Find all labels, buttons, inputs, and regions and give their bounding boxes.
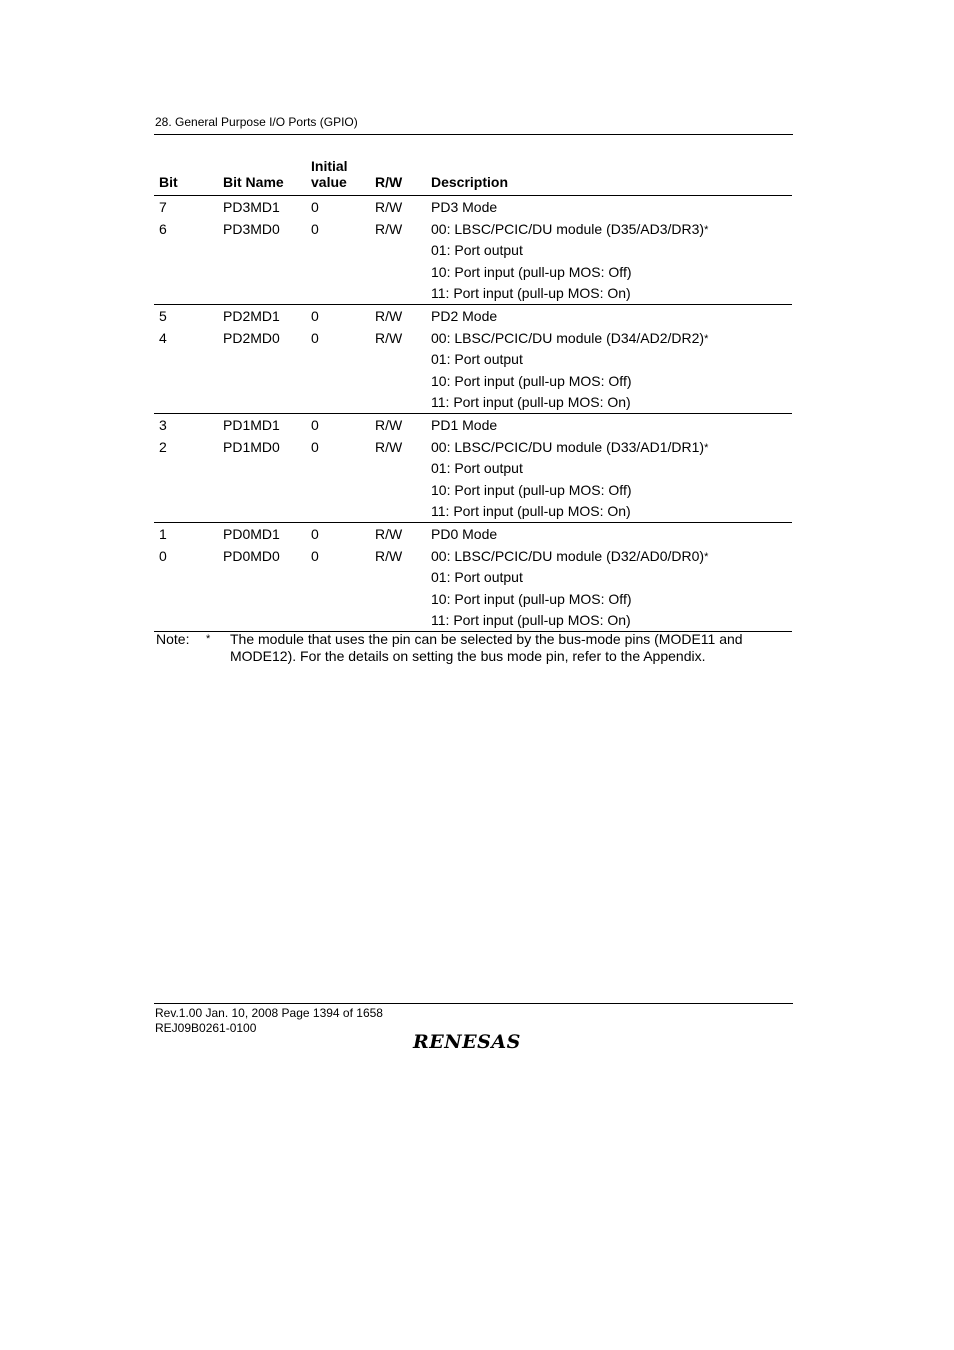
- bit-cell-text: 3: [159, 416, 167, 433]
- bit-name-cell-text: PD0MD1: [223, 525, 280, 542]
- table-row: [154, 545, 792, 567]
- description-cell: [431, 439, 708, 455]
- description-cell: [431, 460, 523, 476]
- bit-cell-text: 1: [159, 525, 167, 542]
- description-cell: [431, 526, 497, 542]
- initial-value-cell: [311, 330, 319, 346]
- initial-value-cell-text: 0: [311, 438, 319, 455]
- footnote-asterisk: *: [704, 332, 709, 345]
- initial-value-cell-text: 0: [311, 416, 319, 433]
- rw-cell: [375, 330, 402, 346]
- table-row: [154, 261, 792, 283]
- bit-cell: [159, 199, 167, 215]
- table-row: [154, 282, 792, 304]
- description-cell-text: 11: Port input (pull-up MOS: On): [431, 612, 631, 629]
- rw-cell: [375, 417, 402, 433]
- bit-cell-text: 4: [159, 329, 167, 346]
- description-cell: [431, 591, 632, 607]
- rw-cell: [375, 439, 402, 455]
- bit-cell: [159, 439, 167, 455]
- description-cell: [431, 417, 497, 433]
- bit-cell-text: 6: [159, 220, 167, 237]
- description-cell-text: 10: Port input (pull-up MOS: Off): [431, 590, 632, 607]
- table-row: [154, 370, 792, 392]
- section-header: 28. General Purpose I/O Ports (GPIO): [155, 115, 358, 129]
- description-cell-text: 11: Port input (pull-up MOS: On): [431, 503, 631, 520]
- initial-value-cell: [311, 417, 319, 433]
- table-row: [154, 588, 792, 610]
- rw-cell-text: R/W: [375, 525, 403, 542]
- description-cell-text: PD2 Mode: [431, 307, 498, 324]
- bit-name-cell-text: PD2MD1: [223, 307, 280, 324]
- bit-cell: [159, 417, 167, 433]
- bit-name-cell: [223, 439, 280, 455]
- description-cell-text: 01: Port output: [431, 351, 523, 368]
- initial-value-cell: [311, 308, 319, 324]
- initial-value-cell: [311, 439, 319, 455]
- bit-cell: [159, 548, 167, 564]
- table-row: [154, 218, 792, 240]
- bit-name-cell: [223, 548, 280, 564]
- initial-value-cell: [311, 548, 319, 564]
- bit-name-cell: [223, 417, 280, 433]
- description-cell: [431, 242, 523, 258]
- description-cell: [431, 569, 523, 585]
- bit-name-cell-text: PD0MD0: [223, 547, 280, 564]
- description-cell-text: 00: LBSC/PCIC/DU module (D33/AD1/DR1): [431, 438, 705, 455]
- initial-value-cell: [311, 221, 319, 237]
- bit-name-cell: [223, 330, 280, 346]
- bit-group: [154, 196, 792, 305]
- rw-cell-text: R/W: [375, 416, 403, 433]
- footer-doc-number: REJ09B0261-0100: [155, 1021, 257, 1035]
- table-body: [154, 196, 792, 632]
- header-bit: Bit: [159, 174, 178, 190]
- bit-name-cell-text: PD1MD1: [223, 416, 280, 433]
- rw-cell: [375, 199, 402, 215]
- renesas-logo: [413, 1031, 521, 1053]
- bit-cell-text: 5: [159, 307, 167, 324]
- bit-cell: [159, 308, 167, 324]
- rw-cell: [375, 221, 402, 237]
- table-header-row: [154, 155, 792, 196]
- bit-group: [154, 523, 792, 632]
- header-initial: Initial: [311, 158, 348, 174]
- description-cell-text: PD3 Mode: [431, 199, 498, 215]
- description-cell-text: 00: LBSC/PCIC/DU module (D34/AD2/DR2): [431, 329, 705, 346]
- table-row: [154, 196, 792, 218]
- note-label: Note:: [156, 631, 190, 647]
- description-cell: [431, 482, 632, 498]
- header-value: value: [311, 174, 347, 190]
- description-cell-text: 10: Port input (pull-up MOS: Off): [431, 481, 632, 498]
- description-cell: [431, 548, 708, 564]
- bit-name-cell-text: PD1MD0: [223, 438, 280, 455]
- table-row: [154, 305, 792, 327]
- rw-cell-text: R/W: [375, 199, 403, 215]
- renesas-logo-text: RENESAS: [413, 1031, 521, 1053]
- header-bit-name: Bit Name: [223, 174, 284, 190]
- rw-cell-text: R/W: [375, 220, 403, 237]
- description-cell: [431, 308, 497, 324]
- description-cell-text: 11: Port input (pull-up MOS: On): [431, 285, 631, 302]
- header-rw: R/W: [375, 174, 403, 190]
- initial-value-cell: [311, 199, 319, 215]
- table-row: [154, 327, 792, 349]
- description-cell: [431, 199, 497, 215]
- bit-name-cell: [223, 221, 280, 237]
- bit-name-cell-text: PD3MD1: [223, 199, 280, 215]
- table-row: [154, 348, 792, 370]
- description-cell: [431, 373, 632, 389]
- initial-value-cell: [311, 526, 319, 542]
- initial-value-cell-text: 0: [311, 525, 319, 542]
- bit-name-cell: [223, 199, 280, 215]
- description-cell: [431, 503, 631, 519]
- rw-cell: [375, 548, 402, 564]
- description-cell: [431, 221, 708, 237]
- initial-value-cell-text: 0: [311, 329, 319, 346]
- description-cell: [431, 351, 523, 367]
- note-text: The module that uses the pin can be selected by the bus-mode pins (MODE11 and MODE12). For the details on setting the bus mode pin, refer to the Appendix.: [230, 631, 743, 664]
- table-row: [154, 457, 792, 479]
- footer-rule: [154, 1003, 793, 1004]
- footnote-asterisk: *: [704, 441, 709, 454]
- table-row: [154, 414, 792, 436]
- description-cell-text: 01: Port output: [431, 242, 523, 259]
- rw-cell-text: R/W: [375, 329, 403, 346]
- description-cell-text: 01: Port output: [431, 460, 523, 477]
- bit-cell-text: 0: [159, 547, 167, 564]
- description-cell: [431, 264, 632, 280]
- rw-cell: [375, 526, 402, 542]
- footnote-asterisk: *: [704, 223, 709, 236]
- table-row: [154, 609, 792, 631]
- table-row: [154, 391, 792, 413]
- description-cell: [431, 330, 708, 346]
- bit-group: [154, 414, 792, 523]
- bit-cell: [159, 526, 167, 542]
- description-cell: [431, 285, 631, 301]
- table-row: [154, 500, 792, 522]
- description-cell-text: 00: LBSC/PCIC/DU module (D32/AD0/DR0): [431, 547, 705, 564]
- rw-cell-text: R/W: [375, 307, 403, 324]
- rw-cell-text: R/W: [375, 547, 403, 564]
- bit-name-cell: [223, 308, 280, 324]
- description-cell-text: 10: Port input (pull-up MOS: Off): [431, 372, 632, 389]
- description-cell: [431, 612, 631, 628]
- table-row: [154, 239, 792, 261]
- bit-name-cell-text: PD3MD0: [223, 220, 280, 237]
- table-row: [154, 523, 792, 545]
- description-cell-text: 01: Port output: [431, 569, 523, 586]
- initial-value-cell-text: 0: [311, 220, 319, 237]
- description-cell: [431, 394, 631, 410]
- description-cell-text: PD0 Mode: [431, 525, 498, 542]
- rw-cell: [375, 308, 402, 324]
- initial-value-cell-text: 0: [311, 199, 319, 215]
- description-cell-text: 11: Port input (pull-up MOS: On): [431, 394, 631, 411]
- register-bit-table: [154, 155, 792, 632]
- header-rule: [154, 134, 793, 135]
- bit-name-cell-text: PD2MD0: [223, 329, 280, 346]
- initial-value-cell-text: 0: [311, 547, 319, 564]
- footnote-asterisk: *: [704, 550, 709, 563]
- bit-cell: [159, 221, 167, 237]
- bit-name-cell: [223, 526, 280, 542]
- footer-revision: Rev.1.00 Jan. 10, 2008 Page 1394 of 1658: [155, 1006, 383, 1020]
- bit-cell: [159, 330, 167, 346]
- description-cell-text: 10: Port input (pull-up MOS: Off): [431, 263, 632, 280]
- note-asterisk: *: [206, 633, 211, 645]
- table-row: [154, 479, 792, 501]
- header-description: Description: [431, 174, 509, 190]
- rw-cell-text: R/W: [375, 438, 403, 455]
- initial-value-cell-text: 0: [311, 307, 319, 324]
- bit-cell-text: 2: [159, 438, 167, 455]
- bit-cell-text: 7: [159, 199, 167, 215]
- table-row: [154, 566, 792, 588]
- table-row: [154, 436, 792, 458]
- bit-group: [154, 305, 792, 414]
- description-cell-text: 00: LBSC/PCIC/DU module (D35/AD3/DR3): [431, 220, 705, 237]
- description-cell-text: PD1 Mode: [431, 416, 498, 433]
